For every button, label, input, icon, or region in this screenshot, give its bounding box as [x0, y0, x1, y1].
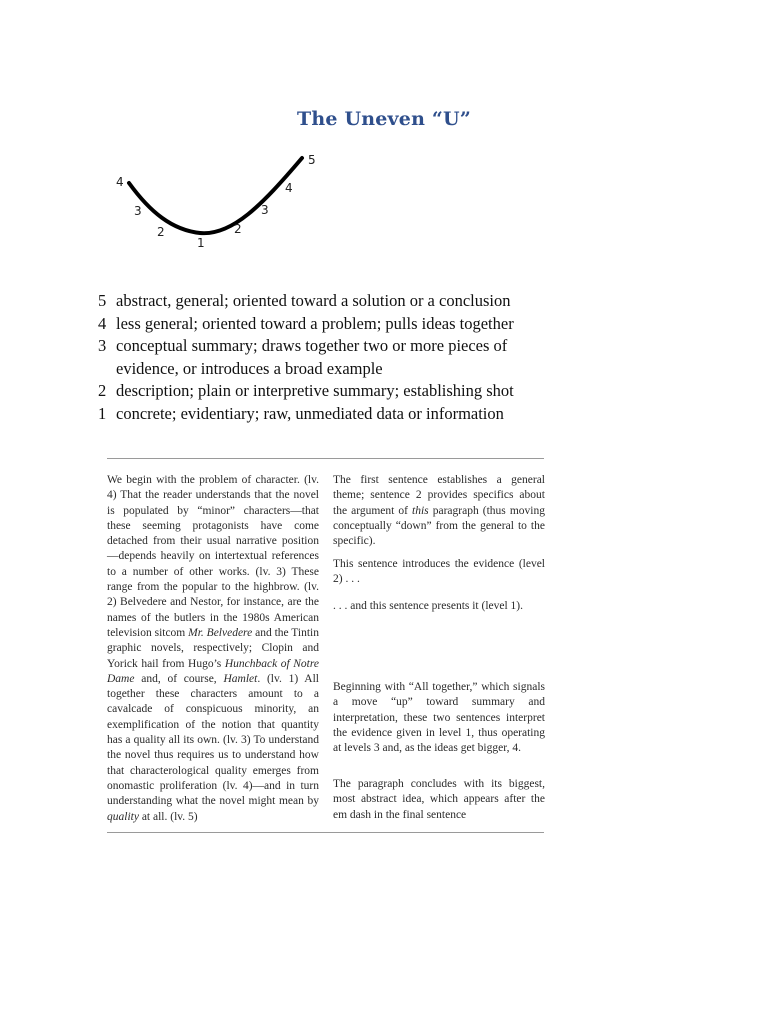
note-segment: The paragraph concludes with its biggest, most abstract idea, which appears after the em dash in the final sentence: [333, 778, 545, 821]
paragraph-segment: . (lv. 1) All together these characters amount to a cavalcade of conspicuous minority, an exemplification of the notion that quantity has a quality all its own. (lv. 3) To understand the novel thus requires us to understand how that characterological quality emerges from onomastic proliferation (lv. 4)—and in turn understanding what the novel might mean by: [107, 672, 320, 808]
level-item: [98, 313, 558, 336]
level-description: abstract, general; oriented toward a solution or a conclusion: [116, 291, 511, 310]
note-segment: . . . and this sentence presents it (level 1).: [333, 600, 524, 612]
uneven-u-diagram: [0, 0, 768, 270]
curve-label: 4: [285, 181, 293, 195]
annotation-note: [333, 599, 545, 614]
annotation-note: [333, 473, 545, 549]
level-description: concrete; evidentiary; raw, unmediated data or information: [116, 403, 504, 423]
paragraph-segment-italic: Hamlet: [223, 672, 258, 685]
level-number: 4: [98, 313, 107, 333]
level-number: 3: [98, 336, 107, 355]
note-segment: This sentence introduces the evidence (level 2) . . .: [333, 558, 545, 586]
annotation-note: [333, 680, 545, 756]
paragraph-segment-italic: quality: [107, 810, 139, 823]
curve-label: 3: [261, 203, 269, 217]
top-divider: [107, 458, 544, 459]
paragraph-segment: and the Tintin graphic novels, respectively; Clopin and Yorick hail from Hugo’s: [107, 626, 319, 670]
level-item: [98, 403, 558, 426]
note-segment: Beginning with “All together,” which signals a move “up” toward summary and interpretation, these two sentences interpret the evidence given in level 1, thus operating at levels 3 and, as the ideas get bigger, 4.: [333, 681, 545, 755]
level-item: [98, 380, 558, 403]
paragraph-segment: and, of course,: [134, 672, 224, 685]
level-description: description; plain or interpretive summary; establishing shot: [116, 381, 514, 400]
level-number: 2: [98, 381, 107, 400]
example-paragraph: [107, 473, 319, 825]
level-item: [98, 290, 558, 313]
curve-label: 5: [308, 153, 316, 167]
paragraph-segment-italic: Mr. Belvedere: [188, 626, 253, 639]
level-legend: [98, 290, 558, 425]
paragraph-segment: We begin with the problem of character. (lv. 4) That the reader understands that the novel is populated by “minor” characters—that these seeming protagonists have come detached from their usual narrative position—depends heavily on intertextual references to a number of other works. (lv. 3) These range from the popular to the highbrow. (lv. 2) Belvedere and Nestor, for instance, are the names of the butlers in the 1980s American television sitcom: [107, 474, 319, 639]
curve-label: 4: [116, 175, 124, 189]
curve-label: 2: [234, 222, 242, 236]
uneven-u-curve: [129, 158, 302, 233]
annotation-note: [333, 777, 545, 823]
curve-label: 2: [157, 225, 165, 239]
bottom-divider: [107, 832, 544, 833]
level-number: 5: [98, 291, 107, 310]
level-description: conceptual summary; draws together two or more pieces of evidence, or introduces a broad example: [116, 336, 508, 378]
curve-label: 3: [134, 204, 142, 218]
page-title: The Uneven “U”: [297, 108, 471, 130]
level-description: less general; oriented toward a problem; pulls ideas together: [116, 313, 514, 333]
note-segment-italic: this: [412, 504, 429, 517]
level-number: 1: [98, 403, 107, 423]
level-item: [98, 335, 558, 380]
curve-label: 1: [197, 236, 205, 250]
annotation-note: [333, 557, 545, 588]
paragraph-segment: at all. (lv. 5): [138, 810, 198, 823]
note-segment: The first sentence establishes a general theme; sentence 2 provides specifics about the argument of: [333, 474, 545, 517]
paragraph-segment-italic: Hunchback of Notre Dame: [107, 657, 319, 685]
note-segment: paragraph (thus moving conceptually “down” from the general to the specific).: [333, 504, 545, 548]
